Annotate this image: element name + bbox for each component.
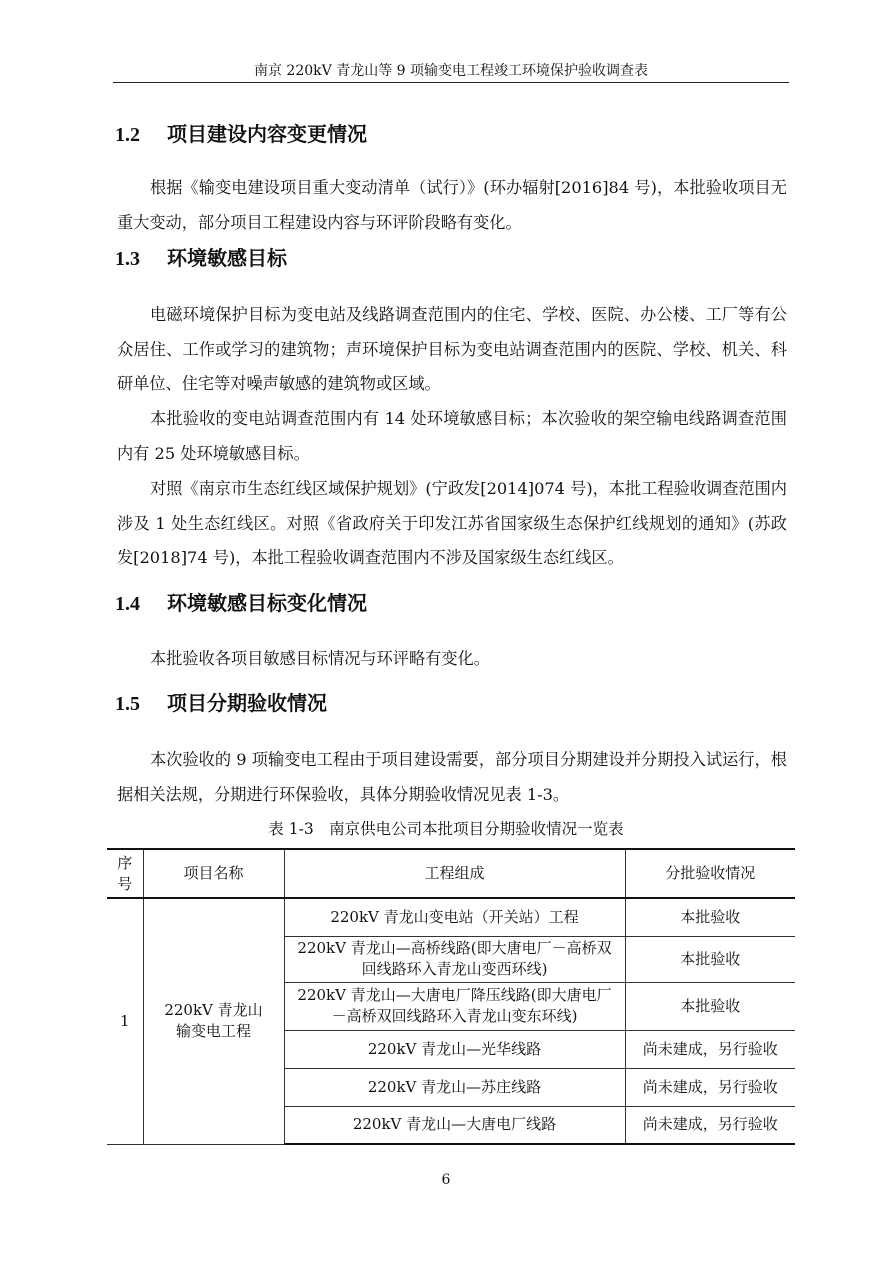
component-cell: 220kV 青龙山—高桥线路(即大唐电厂－高桥双回线路环入青龙山变西环线)	[284, 936, 625, 982]
page-number: 6	[441, 1172, 451, 1188]
status-cell: 本批验收	[625, 982, 795, 1030]
section-number: 1.4	[115, 593, 140, 615]
header-divider	[113, 82, 789, 83]
column-header-status: 分批验收情况	[625, 849, 795, 898]
paragraph: 根据《输变电建设项目重大变动清单（试行）》(环办辐射[2016]84 号)，本批验收项目无重大变动，部分项目工程建设内容与环评阶段略有变化。	[117, 178, 787, 232]
column-header-project: 项目名称	[143, 849, 284, 898]
table-header-row	[107, 849, 795, 898]
table-caption: 表 1-3 南京供电公司本批项目分期验收情况一览表	[268, 820, 624, 838]
section-heading-1-4	[115, 590, 367, 617]
project-name-cell: 220kV 青龙山输变电工程	[143, 898, 284, 1144]
section-title: 环境敏感目标变化情况	[167, 591, 367, 615]
status-cell: 尚未建成，另行验收	[625, 1106, 795, 1144]
paragraph: 电磁环境保护目标为变电站及线路调查范围内的住宅、学校、医院、办公楼、工厂等有公众居住、工作或学习的建筑物；声环境保护目标为变电站调查范围内的医院、学校、机关、科研单位、住宅等对噪声敏感的建筑物或区域。	[117, 305, 787, 393]
section-number: 1.2	[115, 124, 140, 146]
status-cell: 尚未建成，另行验收	[625, 1068, 795, 1106]
section-title: 项目建设内容变更情况	[167, 122, 367, 146]
column-header-seq: 序号	[107, 849, 143, 898]
section-title: 环境敏感目标	[167, 246, 287, 270]
section-heading-1-5	[115, 690, 327, 717]
component-cell: 220kV 青龙山—苏庄线路	[284, 1068, 625, 1106]
paragraph: 本次验收的 9 项输变电工程由于项目建设需要，部分项目分期建设并分期投入试运行，根据相关法规，分期进行环保验收，具体分期验收情况见表 1-3。	[117, 750, 787, 804]
column-header-component: 工程组成	[284, 849, 625, 898]
component-cell: 220kV 青龙山—大唐电厂降压线路(即大唐电厂－高桥双回线路环入青龙山变东环线)	[284, 982, 625, 1030]
table-row	[107, 898, 795, 936]
paragraph: 本批验收各项目敏感目标情况与环评略有变化。	[150, 649, 490, 668]
section-heading-1-2	[115, 121, 367, 148]
page-header: 南京 220kV 青龙山等 9 项输变电工程竣工环境保护验收调查表	[253, 63, 649, 79]
phased-acceptance-table	[107, 848, 795, 1145]
paragraph: 对照《南京市生态红线区域保护规划》(宁政发[2014]074 号)，本批工程验收调查范围内涉及 1 处生态红线区。对照《省政府关于印发江苏省国家级生态保护红线规划的通知》(苏政发[2018]74 号)，本批工程验收调查范围内不涉及国家级生态红线区。	[117, 479, 787, 567]
paragraph: 本批验收的变电站调查范围内有 14 处环境敏感目标；本次验收的架空输电线路调查范围内有 25 处环境敏感目标。	[117, 409, 787, 463]
status-cell: 本批验收	[625, 898, 795, 936]
status-cell: 本批验收	[625, 936, 795, 982]
section-number: 1.3	[115, 248, 140, 270]
component-cell: 220kV 青龙山—光华线路	[284, 1030, 625, 1068]
status-cell: 尚未建成，另行验收	[625, 1030, 795, 1068]
section-number: 1.5	[115, 693, 140, 715]
seq-cell: 1	[107, 898, 143, 1144]
section-heading-1-3	[115, 245, 287, 272]
component-cell: 220kV 青龙山—大唐电厂线路	[284, 1106, 625, 1144]
section-title: 项目分期验收情况	[167, 691, 327, 715]
component-cell: 220kV 青龙山变电站（开关站）工程	[284, 898, 625, 936]
